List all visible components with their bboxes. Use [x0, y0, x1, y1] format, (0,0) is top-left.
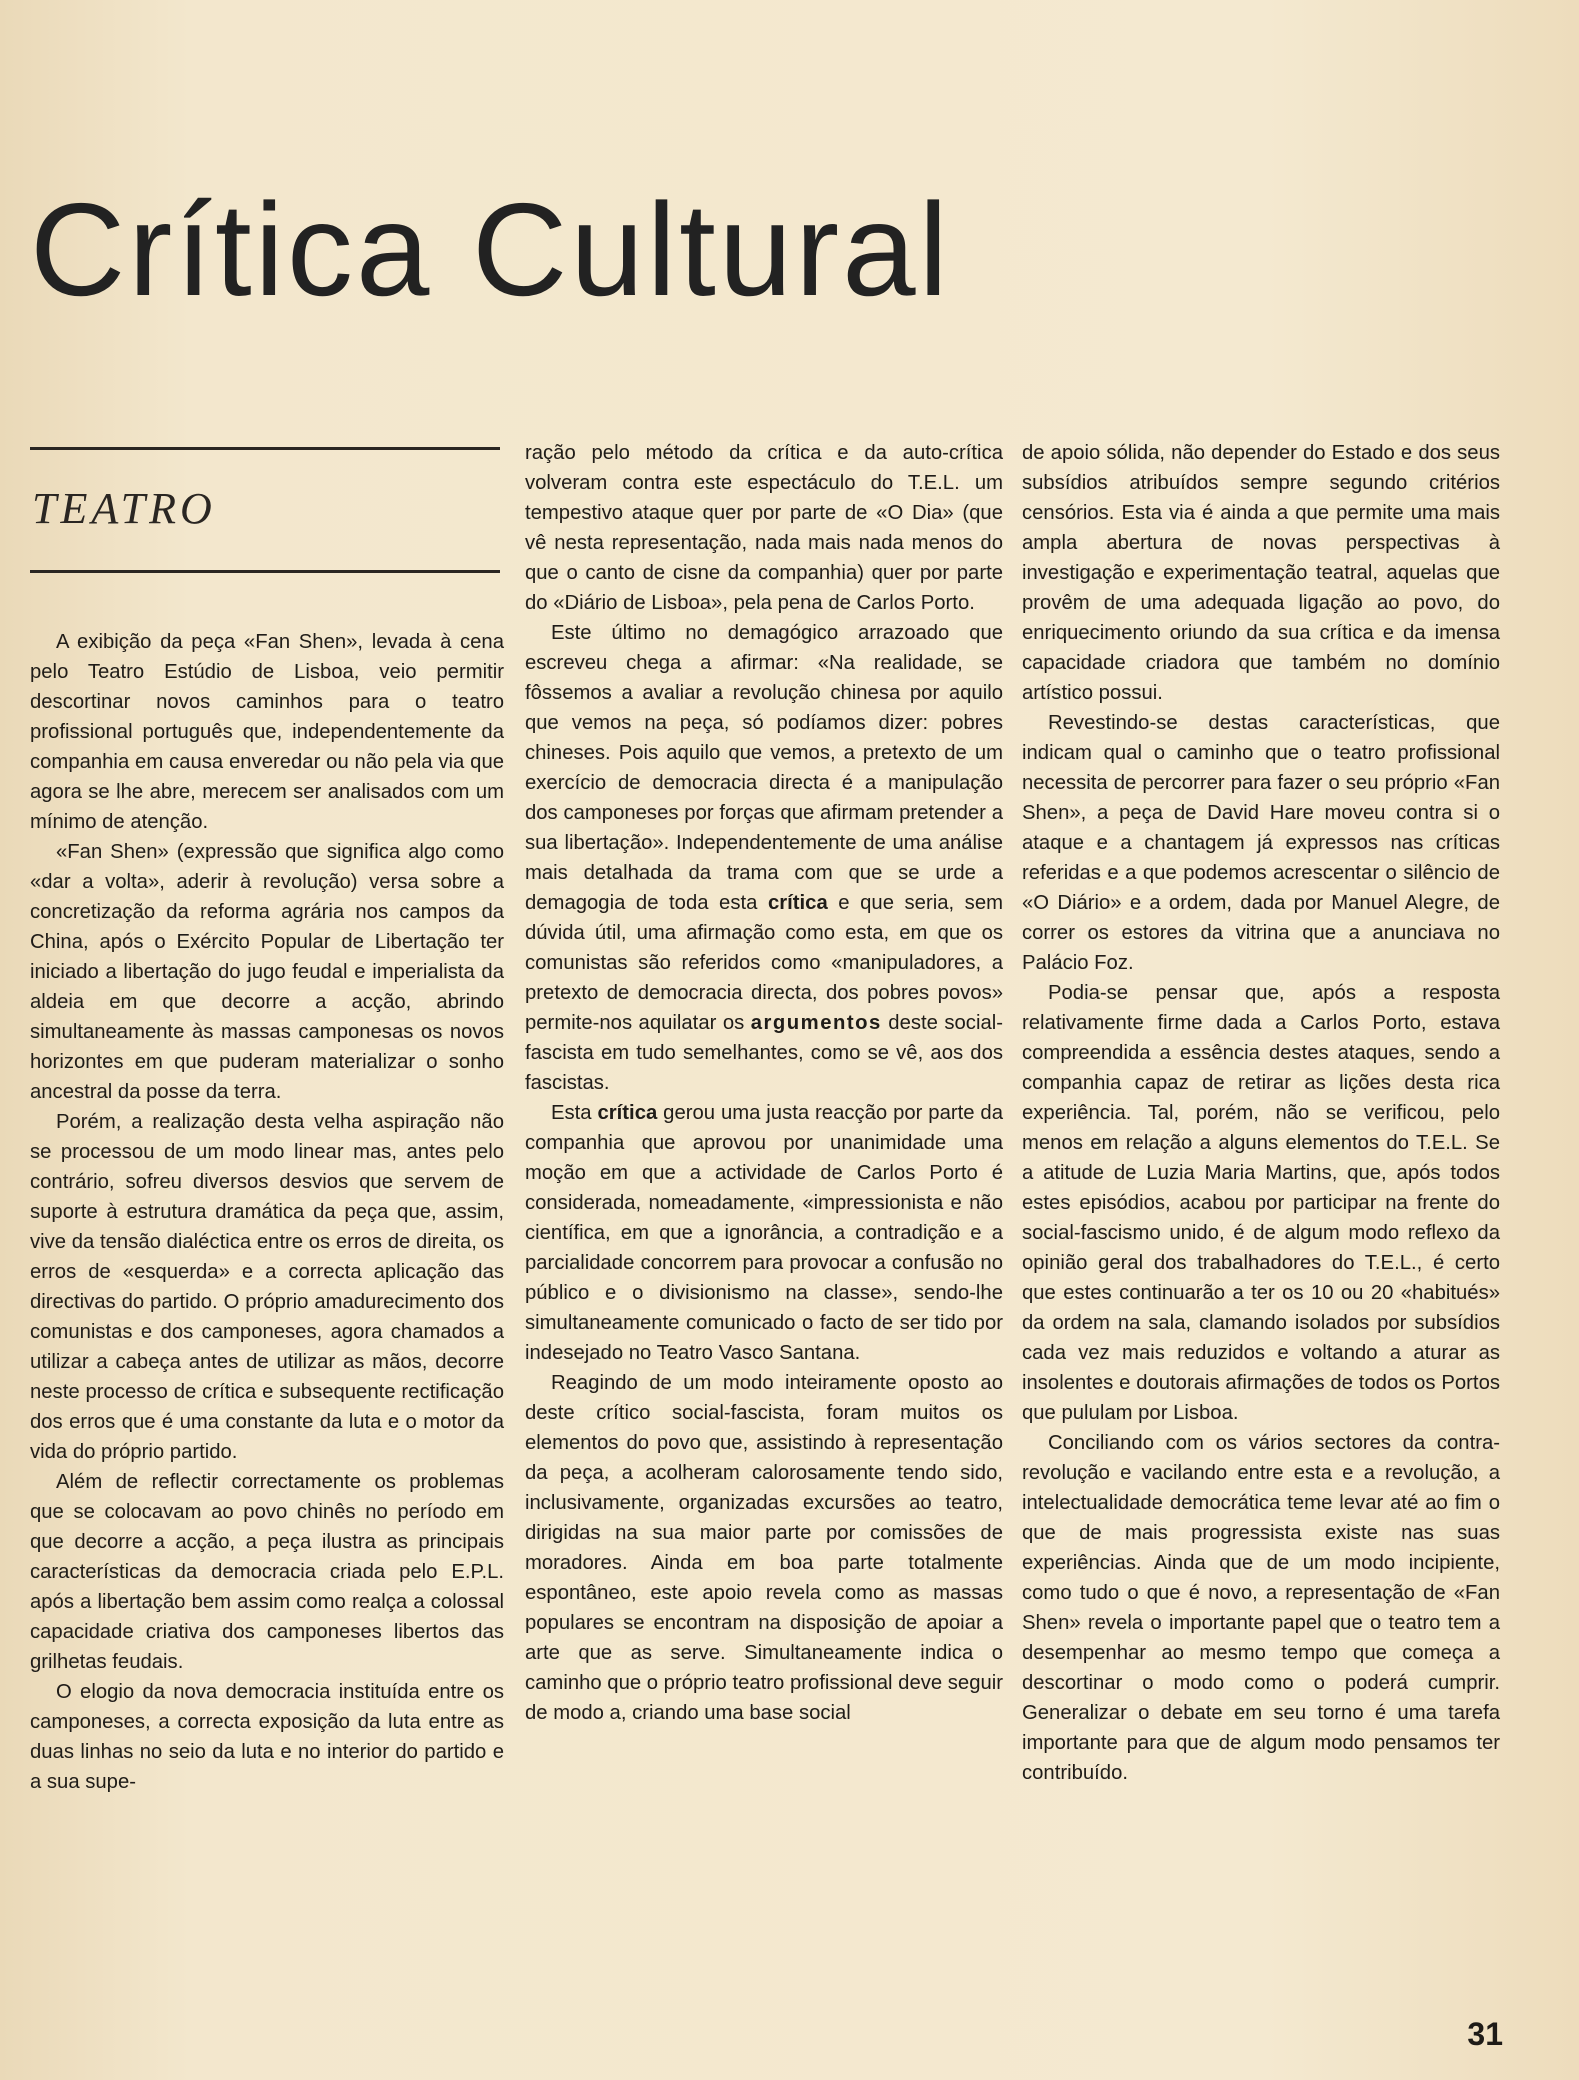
- text-run: Esta: [551, 1102, 592, 1124]
- paragraph: O elogio da nova democracia instituída entre os camponeses, a correcta exposição da luta entre as duas linhas no seio da luta e no interior do partido e a sua supe-: [30, 1681, 504, 1793]
- page-number: 31: [1467, 2016, 1503, 2052]
- section-rule-top: [30, 447, 500, 450]
- text-run: Este último no demagógico arrazoado que escreveu chega a afirmar: «Na realidade, se fôssemos a avaliar a revolução chinesa por aquilo que vemos na peça, só podíamos dizer: pobres chineses. Pois aquilo que vemos, a pretexto de um exercício de democracia directa é a manipulação dos camponeses por forças que afirmam pretender a sua libertação». Independentemente de uma análise mais detalhada da trama com que se urde a demagogia de toda esta: [525, 622, 1003, 914]
- paragraph: Além de reflectir correctamente os problemas que se colocavam ao povo chinês no período em que decorre a acção, a peça ilustra as principais características da democracia criada pelo E.P.L. após a libertação bem assim como realça a colossal capacidade criativa dos camponeses libertos das grilhetas feudais.: [30, 1471, 504, 1673]
- paragraph: Conciliando com os vários sectores da contra-revolução e vacilando entre esta e a revolução, a intelectualidade democrática teme levar até ao fim o que de mais progressista existe nas suas experiências. Ainda que de um modo incipiente, como tudo o que é novo, a representação de «Fan Shen» revela o importante papel que o teatro tem a desempenhar ao mesmo tempo que começa a descortinar o modo como o poderá cumprir. Generalizar o debate em seu torno é uma tarefa importante para que de algum modo pensamos ter contribuído.: [1022, 1432, 1500, 1784]
- paragraph: A exibição da peça «Fan Shen», levada à cena pelo Teatro Estúdio de Lisboa, veio permitir descortinar novos caminhos para o teatro profissional português que, independentemente da companhia em causa enveredar ou não pela via que agora se lhe abre, merecem ser analisados com um mínimo de atenção.: [30, 631, 504, 833]
- text-run: deste social-fascista em tudo semelhantes, como se vê, aos dos fascistas.: [525, 1012, 1003, 1094]
- bold-word: crítica: [597, 1102, 658, 1124]
- article-column-3: [1022, 438, 1500, 1788]
- paragraph: [525, 618, 1003, 1098]
- paragraph: de apoio sólida, não depender do Estado e dos seus subsídios atribuídos sempre segundo critérios censórios. Esta via é ainda a que permite uma mais ampla abertura de novas perspectivas à investigação e experimentação teatral, aquelas que provêm de uma adequada ligação ao povo, do enriquecimento oriundo da sua crítica e da imensa capacidade criadora que também no domínio artístico possui.: [1022, 442, 1500, 704]
- paragraph: Porém, a realização desta velha aspiração não se processou de um modo linear mas, antes pelo contrário, sofreu diversos desvios que servem de suporte à estrutura dramática da peça que, assim, vive da tensão dialéctica entre os erros de direita, os erros de «esquerda» e a correcta aplicação das directivas do partido. O próprio amadurecimento dos comunistas e dos camponeses, agora chamados a utilizar a cabeça antes de utilizar as mãos, decorre neste processo de crítica e subsequente rectificação dos erros que é uma constante da luta e o motor da vida do próprio partido.: [30, 1111, 504, 1463]
- paragraph: Revestindo-se destas características, que indicam qual o caminho que o teatro profissional necessita de percorrer para fazer o seu próprio «Fan Shen», a peça de David Hare moveu contra si o ataque e a chantagem já expressos nas críticas referidas e a que podemos acrescentar o silêncio de «O Diário» e a ordem, dada por Manuel Alegre, de correr os estores da vitrina que a anunciava no Palácio Foz.: [1022, 712, 1500, 974]
- paragraph: «Fan Shen» (expressão que significa algo como «dar a volta», aderir à revolução) versa sobre a concretização da reforma agrária nos campos da China, após o Exército Popular de Libertação ter iniciado a libertação do jugo feudal e imperialista da aldeia em que decorre a acção, abrindo simultaneamente às massas camponesas os novos horizontes em que puderam materializar o sonho ancestral da posse da terra.: [30, 841, 504, 1103]
- bold-word: crítica: [767, 892, 828, 914]
- article-column-2: [525, 438, 1003, 1728]
- page-title: Crítica Cultural: [30, 176, 951, 323]
- paragraph: Reagindo de um modo inteiramente oposto ao deste crítico social-fascista, foram muitos os elementos do povo que, assistindo à representação da peça, a acolheram calorosamente tendo sido, inclusivamente, organizadas excursões ao teatro, dirigidas na sua maior parte por comissões de moradores. Ainda em boa parte totalmente espontâneo, este apoio revela como as massas populares se encontram na disposição de apoiar a arte que as serve. Simultaneamente indica o caminho que o próprio teatro profissional deve seguir de modo a, criando uma base social: [525, 1372, 1004, 1724]
- text-run: e que seria, sem dúvida útil, uma afirmação como esta, em que os comunistas são referidos como «manipuladores, a pretexto de democracia directa, dos pobres povos» permite-nos aquilatar os: [525, 892, 1003, 1034]
- paragraph: [525, 1098, 1003, 1368]
- article-column-1: [30, 627, 504, 1797]
- bold-word: argumentos: [750, 1012, 882, 1034]
- paragraph: Podia-se pensar que, após a resposta relativamente firme dada a Carlos Porto, estava compreendida a essência destes ataques, sendo a companhia capaz de retirar as lições desta rica experiência. Tal, porém, não se verificou, pelo menos em relação a alguns elementos do T.E.L. Se a atitude de Luzia Maria Martins, que, após todos estes episódios, acabou por participar na frente do social-fascismo unido, é de algum modo reflexo da opinião geral dos trabalhadores do T.E.L., é certo que estes continuarão a ter os 10 ou 20 «habitués» da ordem na sala, clamando isolados por subsídios cada vez mais reduzidos e voltando a aturar as insolentes e doutorais afirmações de todos os Portos que pululam por Lisboa.: [1022, 982, 1500, 1424]
- section-rule-bottom: [30, 570, 500, 573]
- text-run: gerou uma justa reacção por parte da companhia que aprovou por unanimidade uma moção em que a actividade de Carlos Porto é considerada, nomeadamente, «impressionista e não científica, em que a ignorância, a contradição e a parcialidade concorrem para provocar a confusão no público e o divisionismo na classe», sendo-lhe simultaneamente comunicado o facto de ser tido por indesejado no Teatro Vasco Santana.: [525, 1102, 1003, 1364]
- paragraph: ração pelo método da crítica e da auto-crítica volveram contra este espectáculo do T.E.L. um tempestivo ataque quer por parte de «O Dia» (que vê nesta representação, nada mais nada menos do que o canto de cisne da companhia) quer por parte do «Diário de Lisboa», pela pena de Carlos Porto.: [525, 442, 1003, 614]
- section-title: TEATRO: [32, 484, 216, 533]
